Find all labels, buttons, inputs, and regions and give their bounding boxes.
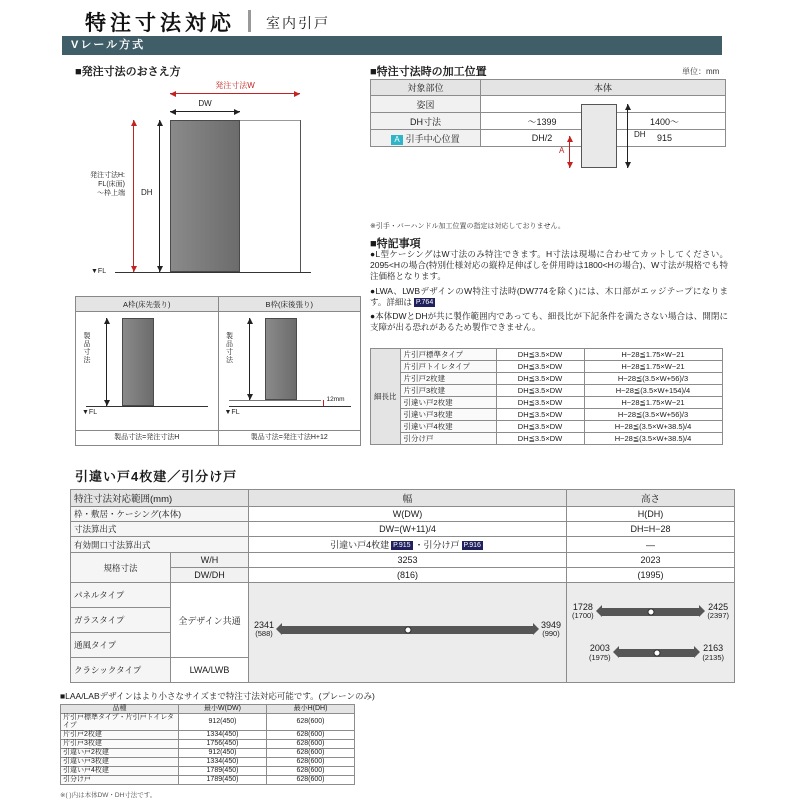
slender-f2: H−28≦1.75×W−21 [584,361,722,373]
dw-label: DW [198,99,212,108]
range-midpoint-dot [647,608,654,615]
processing-heading: ■特注寸法時の加工位置 [370,66,487,78]
min-row-w: 912(450) [179,749,267,758]
height2-max: 2163 (2135) [702,643,724,662]
min-row-label: 片引戸3枚建 [61,740,179,749]
min-row-w: 1756(450) [179,740,267,749]
range-bar [619,649,695,657]
page-ref-916: P.916 [463,542,481,549]
slender-f1: DH≦3.5×DW [496,397,584,409]
min-col-w: 最小W(DW) [179,705,267,714]
processing-table [370,79,726,155]
calc-h: DH=H−28 [567,522,735,537]
order-dims-heading: ■発注寸法のおさえ方 [75,66,181,78]
min-size-table [60,704,355,785]
min-row-label: 引違い戸3枚建 [61,758,179,767]
design-row-vent: 通風タイプ [71,633,171,658]
design-row-classic: クラシックタイプ [71,658,171,683]
a-row-text: 引手中心位置 [405,133,460,144]
min-row-h: 628(600) [267,740,355,749]
design-row-panel: パネルタイプ [71,583,171,608]
opening-w-text2: ・引分け戸 [414,540,460,550]
remarks-list [370,249,728,337]
slender-f2: H−28≦(3.5×W+38.5)/4 [584,433,722,445]
range-header: 特注寸法対応範囲(mm) [71,490,249,507]
slender-row-label: 片引戸2枚建 [400,373,496,385]
a-value-1: DH/2 [481,130,604,147]
min-row-h: 628(600) [267,749,355,758]
row-a-label [371,130,481,147]
slender-f2: H−28≦1.75×W−21 [584,349,722,361]
floor-line-b [229,400,321,401]
door-panel-graphic [170,120,240,272]
standard-w: 3253 [249,553,567,568]
slender-f2: H−28≦1.75×W−21 [584,397,722,409]
slender-f1: DH≦3.5×DW [496,433,584,445]
min-row-h: 628(600) [267,731,355,740]
door-graphic-b [265,318,297,400]
remark-text: ●LWA、LWBデザインのW特注寸法時(DW774を除く)には、木口部がエッジテープになります。詳細は [370,285,728,307]
slender-row-label: 引違い戸2枚建 [400,397,496,409]
product-dim-label-b: 製品寸法 [225,332,233,364]
height-range-bar-1 [567,603,734,620]
frame-b-diagram [218,297,361,445]
product-dim-arrow-b [249,318,250,400]
min-row-w: 1789(450) [179,767,267,776]
range-bar [282,626,533,634]
dh-label: DH [141,188,153,197]
height1-max: 2425 (2397) [707,602,729,621]
product-dim-label-a: 製品寸法 [83,332,90,364]
slenderness-table [370,348,723,445]
slender-row-label: 片引戸トイレタイプ [400,361,496,373]
dh-dimension [159,120,160,272]
slender-f2: H−28≦(3.5×W+154)/4 [584,385,722,397]
page-ref-764: P.764 [415,298,434,306]
min-row-w: 1334(450) [179,731,267,740]
a-value-2: 915 [604,130,726,147]
frame-row-label: 枠・敷居・ケーシング(本体) [71,507,249,522]
figure-dh-dimension [627,104,628,168]
fl-label-a: ▼FL [82,409,98,416]
design-common: 全デザイン共通 [171,583,249,658]
fl-line [115,272,311,273]
order-dims-diagram [75,80,361,292]
min-row-label: 片引戸標準タイプ・片引戸トイレタイプ [61,714,179,731]
min-row-h: 628(600) [267,758,355,767]
range-midpoint-dot [404,626,411,633]
min-row-h: 628(600) [267,767,355,776]
door-outline-figure [581,104,617,168]
a-badge: A [391,135,402,145]
remarks-heading: ■特記事項 [370,238,421,250]
frame-type-diagrams [75,296,361,446]
min-col-kind: 品種 [61,705,179,714]
dh-range-1: ～1399 [481,113,604,130]
opening-h: ― [567,537,735,553]
standard-row-label: 規格寸法 [71,553,171,583]
slender-row-label: 引違い戸3枚建 [400,409,496,421]
slender-f2: H−28≦(3.5×W+56)/3 [584,409,722,421]
rail-type-bar: Vレール方式 [62,36,722,55]
remark-item: ●L型ケーシングはW寸法のみ特注できます。H寸法は現場に合わせてカットしてください。2095<Hの場合(特別仕様対応の縦枠足伸ばしを併用時は1800<Hの場合)、W寸法が規格でも特注価格となります。 [370,249,728,282]
frame-a-formula: 製品寸法=発注寸法H [76,430,218,445]
fl-label-b: ▼FL [224,409,240,416]
opening-w [249,537,567,553]
height1-min: 1728 (1700) [572,602,594,621]
frame-b-formula: 製品寸法=発注寸法H+12 [219,430,361,445]
width-range-bar [249,621,566,638]
fl-line-a [86,406,208,407]
min-row-w: 1789(450) [179,776,267,785]
figure-a-dimension [569,136,570,168]
col-header-body: 本体 [481,80,726,96]
frame-a-diagram [76,297,218,445]
min-row-h: 628(600) [267,714,355,731]
slender-f1: DH≦3.5×DW [496,421,584,433]
min-row-w: 1334(450) [179,758,267,767]
page-title: 特注寸法対応 [85,12,235,35]
standard-wh-label: W/H [171,553,249,568]
processing-note: ※引手・バーハンドル加工位置の指定は対応しておりません。 [370,223,565,230]
page-ref-915: P.915 [393,542,411,549]
slender-row-label: 引分け戸 [400,433,496,445]
min-col-h: 最小H(DH) [267,705,355,714]
slender-row-label: 引違い戸4枚建 [400,421,496,433]
width-header: 幅 [249,490,567,507]
frame-top-line [240,120,301,121]
standard-dh: (1995) [567,568,735,583]
figure-a-label: A [559,146,565,155]
slender-f1: DH≦3.5×DW [496,409,584,421]
page-subtitle: 室内引戸 [266,15,330,31]
title-divider [248,10,251,32]
row-dh-label: DH寸法 [371,113,481,130]
standard-dw: (816) [249,568,567,583]
height2-min: 2003 (1975) [589,643,611,662]
frame-h: H(DH) [567,507,735,522]
min-row-h: 628(600) [267,776,355,785]
range-bar [602,608,700,616]
order-w-label: 発注寸法W [215,81,255,90]
min-row-w: 912(450) [179,714,267,731]
door-graphic-a [122,318,154,406]
height-range-bar-2 [567,644,734,661]
frame-w: W(DW) [249,507,567,522]
order-h-label: 発注寸法H: FL(床面) ～枠上端 [90,172,125,197]
slender-f2: H−28≦(3.5×W+56)/3 [584,373,722,385]
fl-label: ▼FL [91,268,107,275]
calc-w: DW=(W+11)/4 [249,522,567,537]
remark-item [370,286,728,308]
standard-dwdh-label: DW/DH [171,568,249,583]
slender-f1: DH≦3.5×DW [496,373,584,385]
section-title: 引違い戸4枚建／引分け戸 [75,469,238,484]
range-table [70,489,735,683]
product-dim-arrow-a [106,318,107,406]
frame-a-title: A枠(床先張り) [76,297,218,312]
frame-right-line [300,120,301,272]
gap-label: 12mm [326,396,345,403]
dw-dimension [170,111,240,112]
min-row-label: 片引戸2枚建 [61,731,179,740]
slender-f1: DH≦3.5×DW [496,349,584,361]
gap-dimension [323,400,324,406]
height-header: 高さ [567,490,735,507]
order-w-dimension [170,93,300,94]
design-classic-value: LWA/LWB [171,658,249,683]
fl-line-b [229,406,351,407]
figure-dh-label: DH [634,130,646,139]
slender-f1: DH≦3.5×DW [496,385,584,397]
min-row-label: 引違い戸2枚建 [61,749,179,758]
width-max: 3949 (990) [540,620,561,639]
footnote: ※( )内は本体DW・DH寸法です。 [60,792,157,799]
width-min: 2341 (588) [254,620,275,639]
dh-range-2: 1400～ [604,113,726,130]
opening-row-label: 有効開口寸法算出式 [71,537,249,553]
slender-f2: H−28≦(3.5×W+38.5)/4 [584,421,722,433]
slender-row-label: 片引戸3枚建 [400,385,496,397]
col-header-part: 対象部位 [371,80,481,96]
range-midpoint-dot [653,649,660,656]
frame-b-title: B枠(床後張り) [219,297,361,312]
order-h-dimension [133,120,134,272]
calc-row-label: 寸法算出式 [71,522,249,537]
min-size-note: ■LAA/LABデザインはより小さなサイズまで特注寸法対応可能です。(プレーンのみ) [60,691,375,701]
slenderness-side-label: 細長比 [371,349,401,445]
design-row-glass: ガラスタイプ [71,608,171,633]
min-row-label: 引違い戸4枚建 [61,767,179,776]
opening-w-text1: 引違い戸4枚建 [330,540,390,550]
standard-h: 2023 [567,553,735,568]
width-range-cell [249,583,567,683]
remark-item: ●本体DWとDHが共に製作範囲内であっても、細長比が下記条件を満たさない場合は、開閉に支障が出る恐れがあるため製作できません。 [370,311,728,333]
slender-row-label: 片引戸標準タイプ [400,349,496,361]
height-range-cell [567,583,735,683]
row-figure-label: 姿図 [371,96,481,113]
unit-label: 単位：mm [682,67,720,76]
min-row-label: 引分け戸 [61,776,179,785]
slender-f1: DH≦3.5×DW [496,361,584,373]
